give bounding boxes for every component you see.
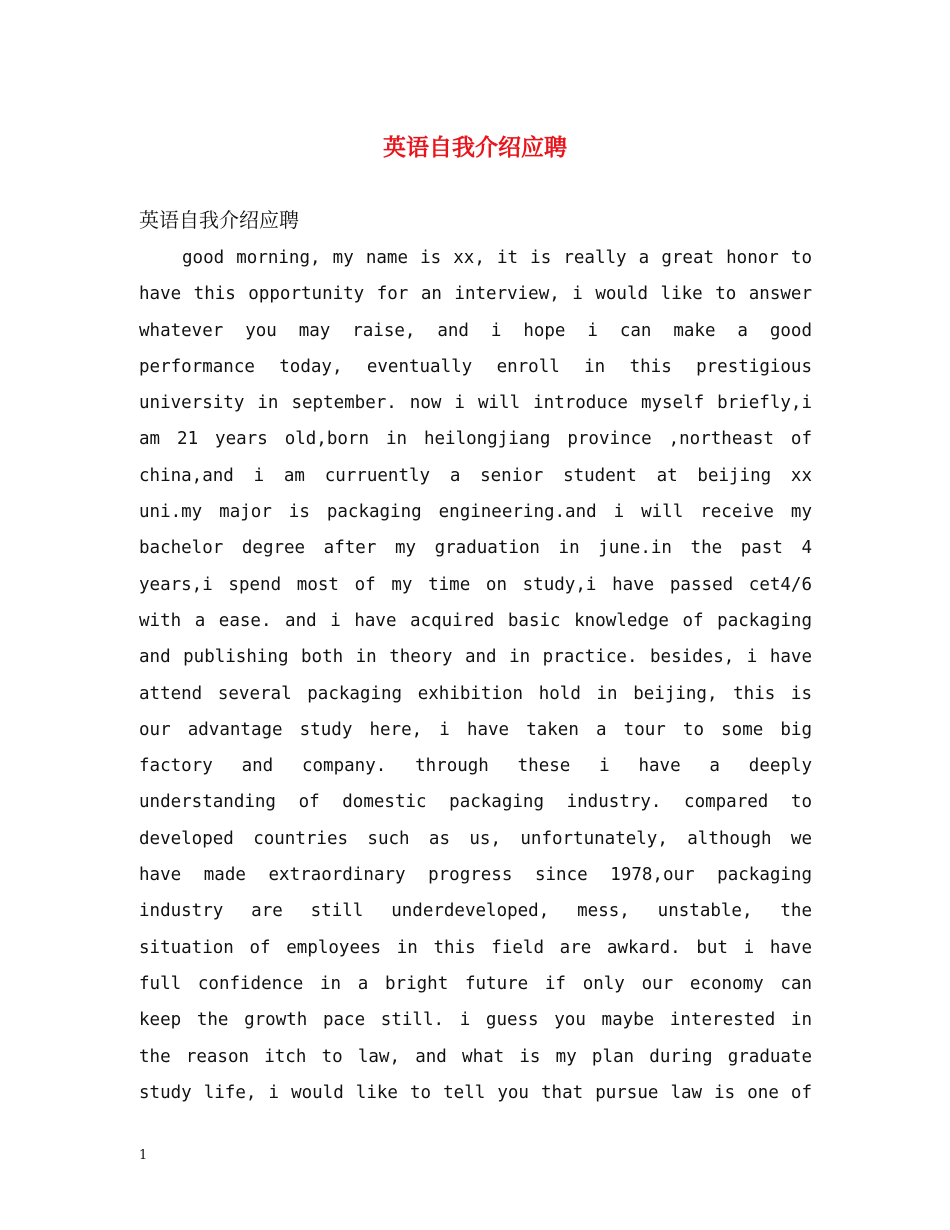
body-text-line: china,and i am curruently a senior student at beijing xx bbox=[139, 465, 812, 486]
body-text-line: developed countries such as us, unfortunately, although we bbox=[139, 828, 812, 849]
body-text-line: years,i spend most of my time on study,i have passed cet4/6 bbox=[139, 574, 812, 595]
body-text-line: attend several packaging exhibition hold in beijing, this is bbox=[139, 683, 812, 704]
body-text-line: uni.my major is packaging engineering.and i will receive my bbox=[139, 502, 812, 523]
body-text-line: study life, i would like to tell you that pursue law is one of bbox=[139, 1082, 812, 1103]
body-text-line: good morning, my name is xx, it is really a great honor to bbox=[182, 248, 812, 268]
body-text-line: the reason itch to law, and what is my plan during graduate bbox=[139, 1046, 812, 1067]
body-text-line: keep the growth pace still. i guess you maybe interested in bbox=[139, 1010, 812, 1031]
body-text-line: and publishing both in theory and in practice. besides, i have bbox=[139, 647, 812, 668]
document-title: 英语自我介绍应聘 bbox=[383, 134, 567, 161]
page-number: 1 bbox=[139, 1148, 148, 1163]
body-text-line: university in september. now i will introduce myself briefly,i bbox=[139, 393, 812, 414]
body-text-line: situation of employees in this field are awkard. but i have bbox=[139, 937, 812, 958]
body-text-line: bachelor degree after my graduation in june.in the past 4 bbox=[139, 538, 812, 559]
body-text-line: with a ease. and i have acquired basic knowledge of packaging bbox=[139, 610, 812, 631]
body-text-line: have this opportunity for an interview, i would like to answer bbox=[139, 284, 812, 305]
body-text-line: understanding of domestic packaging industry. compared to bbox=[139, 792, 812, 813]
body-text-line: have made extraordinary progress since 1978,our packaging bbox=[139, 865, 812, 886]
body-text-line: am 21 years old,born in heilongjiang province ,northeast of bbox=[139, 429, 812, 450]
body-text-line: factory and company. through these i have a deeply bbox=[139, 756, 812, 777]
body-text-line: our advantage study here, i have taken a tour to some big bbox=[139, 719, 812, 740]
body-text-line: performance today, eventually enroll in this prestigious bbox=[139, 356, 812, 377]
body-text-line: full confidence in a bright future if only our economy can bbox=[139, 973, 812, 994]
body-paragraph bbox=[139, 240, 812, 1111]
section-heading: 英语自我介绍应聘 bbox=[139, 208, 299, 232]
body-text-line: industry are still underdeveloped, mess, unstable, the bbox=[139, 901, 812, 922]
body-text-line: whatever you may raise, and i hope i can make a good bbox=[139, 320, 812, 341]
